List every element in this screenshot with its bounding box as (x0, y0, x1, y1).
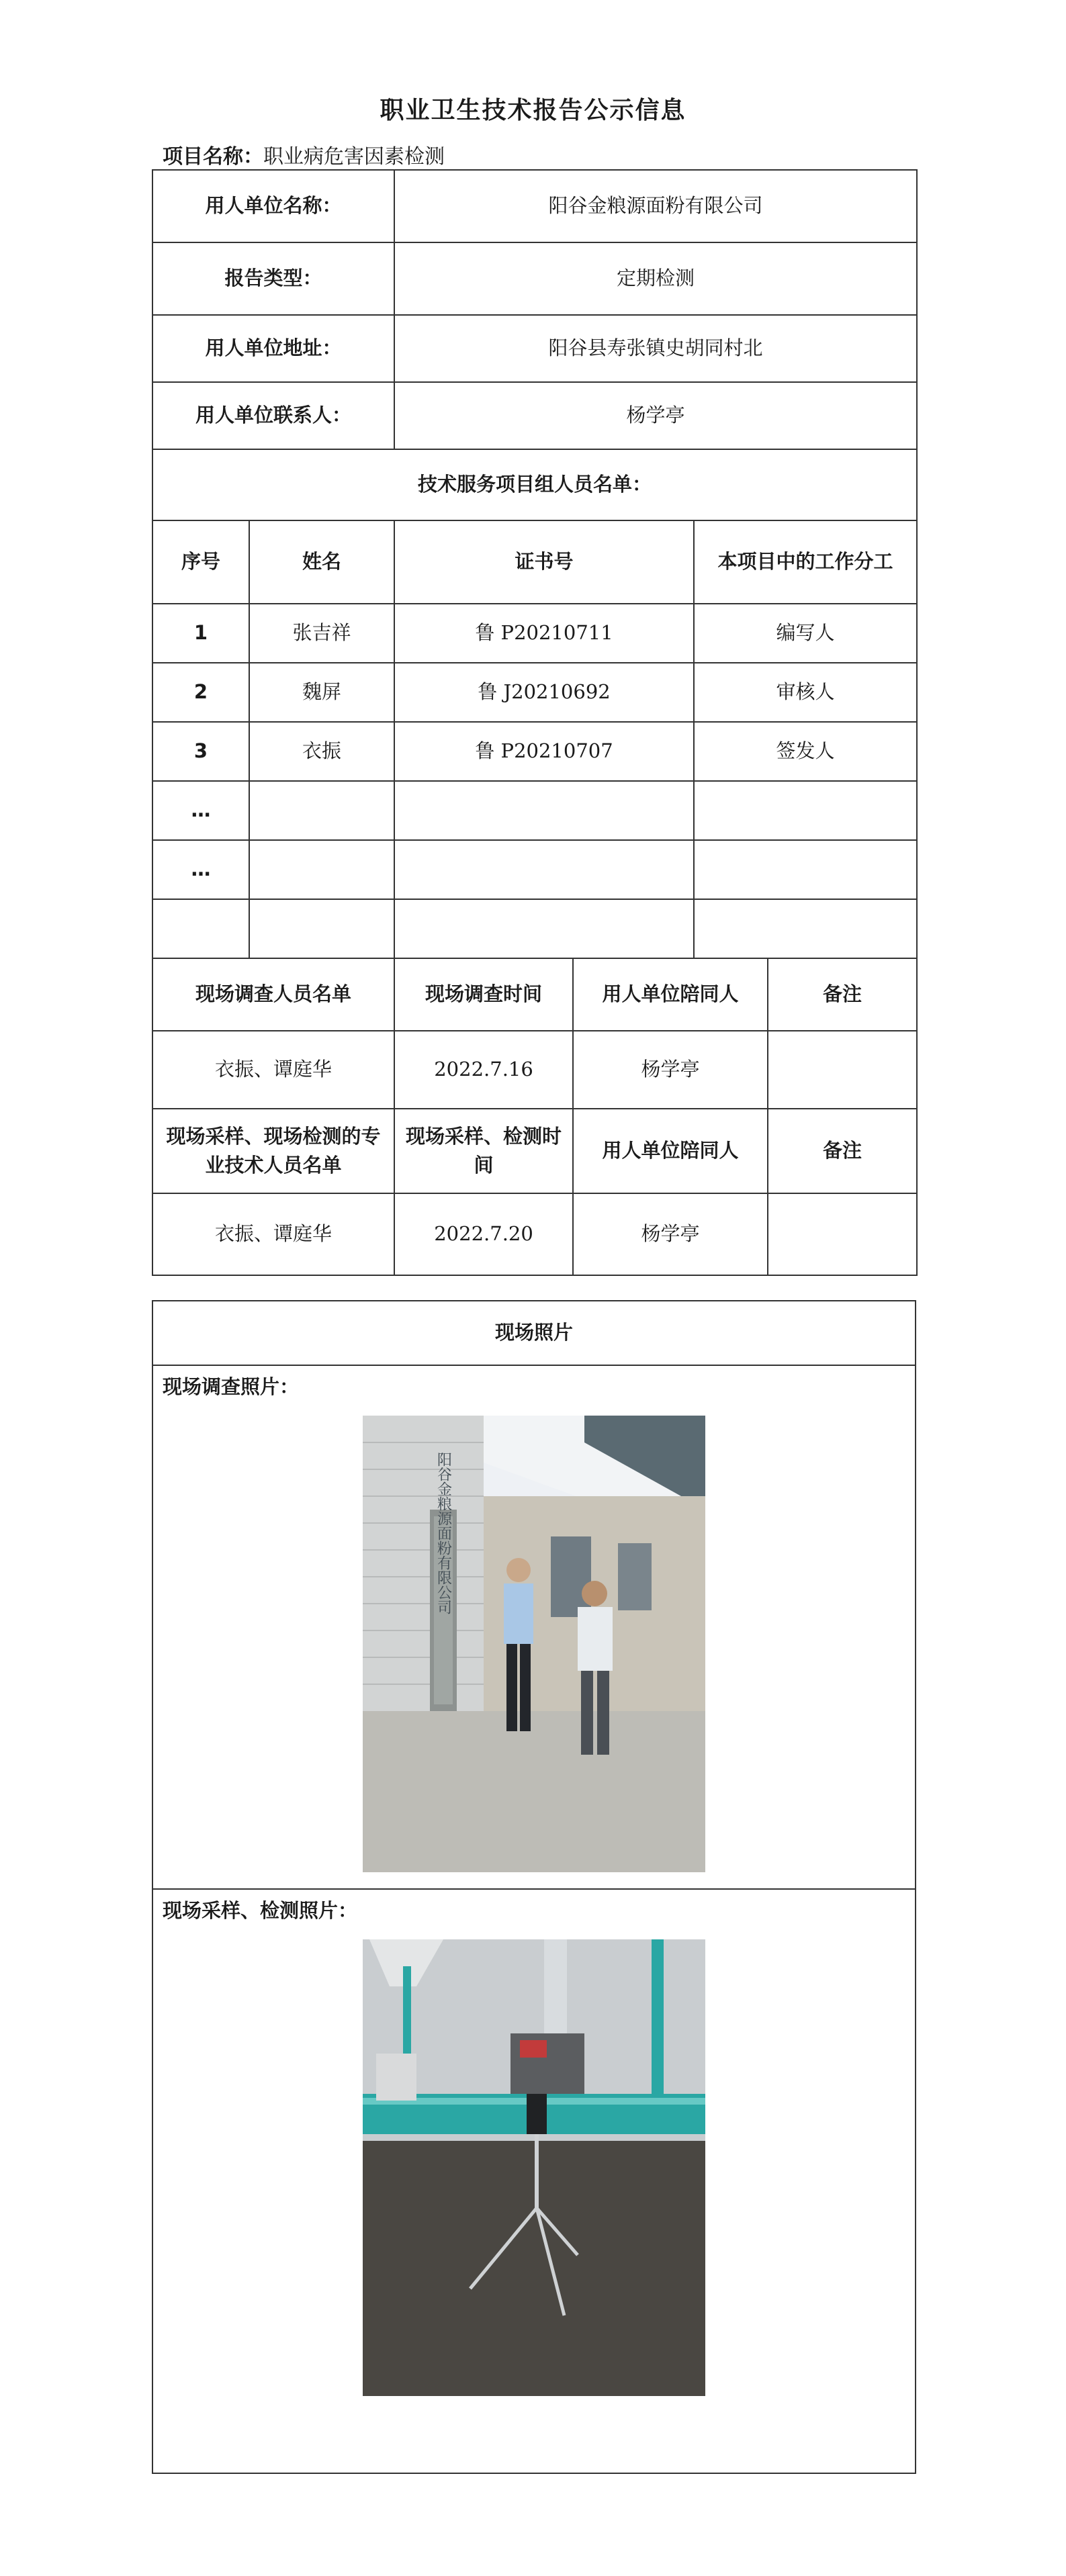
report-type-value: 定期检测 (394, 242, 917, 315)
team-row-no (152, 899, 249, 958)
team-row-name: 衣振 (249, 722, 394, 781)
team-row-no: 3 (152, 722, 249, 781)
team-row-cert: 鲁 J20210692 (394, 663, 694, 722)
table-row (152, 663, 917, 722)
team-row-role (694, 781, 917, 840)
team-row-name: 魏屏 (249, 663, 394, 722)
team-header-role: 本项目中的工作分工 (694, 520, 917, 604)
team-row-role: 签发人 (694, 722, 917, 781)
team-row-cert (394, 840, 694, 899)
contact-label: 用人单位联系人： (152, 382, 394, 449)
contact-value: 杨学亭 (394, 382, 917, 449)
table-row (152, 899, 917, 958)
address-value: 阳谷县寿张镇史胡同村北 (394, 315, 917, 382)
sampling-note (768, 1194, 916, 1275)
team-row-no: 1 (152, 604, 249, 663)
sampling-escort-row (573, 1193, 917, 1275)
photo-table (152, 1300, 916, 2474)
team-row-name: 张吉祥 (249, 604, 394, 663)
team-row-name (249, 899, 394, 958)
team-row-name (249, 781, 394, 840)
table-row (152, 781, 917, 840)
sampling-header-escort (573, 1109, 917, 1193)
photos-heading: 现场照片 (152, 1301, 916, 1365)
survey-header-escort (573, 958, 917, 1031)
table-row (152, 604, 917, 663)
project-label: 项目名称： (163, 145, 263, 169)
factory-sign: 阳谷金粮源面粉有限公司 (435, 1451, 452, 1614)
survey-time: 2022.7.16 (394, 1031, 573, 1109)
table-row (152, 722, 917, 781)
info-table (152, 169, 918, 1276)
survey-escort: 杨学亭 (574, 1031, 768, 1108)
team-row-role: 审核人 (694, 663, 917, 722)
team-row-cert (394, 899, 694, 958)
unit-name-value: 阳谷金粮源面粉有限公司 (394, 170, 917, 242)
sampling-photo-cell (152, 1889, 916, 2473)
survey-photo-label: 现场调查照片： (163, 1375, 300, 1398)
table-row (152, 840, 917, 899)
team-row-role (694, 899, 917, 958)
team-row-cert: 鲁 P20210711 (394, 604, 694, 663)
survey-header-time: 现场调查时间 (394, 958, 573, 1031)
survey-header-note: 备注 (823, 982, 862, 1006)
survey-photo-cell (152, 1365, 916, 1889)
team-row-name (249, 840, 394, 899)
sampling-photo (363, 1939, 705, 2396)
sampling-header-time: 现场采样、检测时间 (394, 1109, 573, 1193)
team-row-cert (394, 781, 694, 840)
survey-header-escort-cell: 用人单位陪同人 (574, 959, 768, 1030)
team-header-name: 姓名 (249, 520, 394, 604)
sampling-header-note: 备注 (823, 1139, 862, 1162)
team-row-no: 2 (152, 663, 249, 722)
sampling-time: 2022.7.20 (394, 1193, 573, 1275)
sampling-photo-label: 现场采样、检测照片： (163, 1899, 358, 1922)
survey-header-people: 现场调查人员名单 (152, 958, 394, 1031)
team-header-cert: 证书号 (394, 520, 694, 604)
team-row-role: 编写人 (694, 604, 917, 663)
address-label: 用人单位地址： (152, 315, 394, 382)
project-line (163, 140, 445, 169)
page-title: 职业卫生技术报告公示信息 (380, 97, 686, 124)
sampling-header-escort-cell: 用人单位陪同人 (574, 1109, 768, 1193)
unit-name-label: 用人单位名称： (152, 170, 394, 242)
team-row-cert: 鲁 P20210707 (394, 722, 694, 781)
survey-people: 衣振、谭庭华 (152, 1031, 394, 1109)
project-value: 职业病危害因素检测 (263, 145, 445, 169)
sampling-people: 衣振、谭庭华 (152, 1193, 394, 1275)
sampling-escort: 杨学亭 (574, 1194, 768, 1275)
survey-photo (363, 1416, 705, 1872)
team-row-no: … (152, 781, 249, 840)
sampling-header-people: 现场采样、现场检测的专业技术人员名单 (152, 1109, 394, 1193)
team-row-no: … (152, 840, 249, 899)
team-row-role (694, 840, 917, 899)
survey-note (768, 1031, 916, 1108)
team-heading: 技术服务项目组人员名单： (152, 449, 917, 520)
team-header-no: 序号 (152, 520, 249, 604)
report-type-label: 报告类型： (152, 242, 394, 315)
survey-escort-row (573, 1031, 917, 1109)
